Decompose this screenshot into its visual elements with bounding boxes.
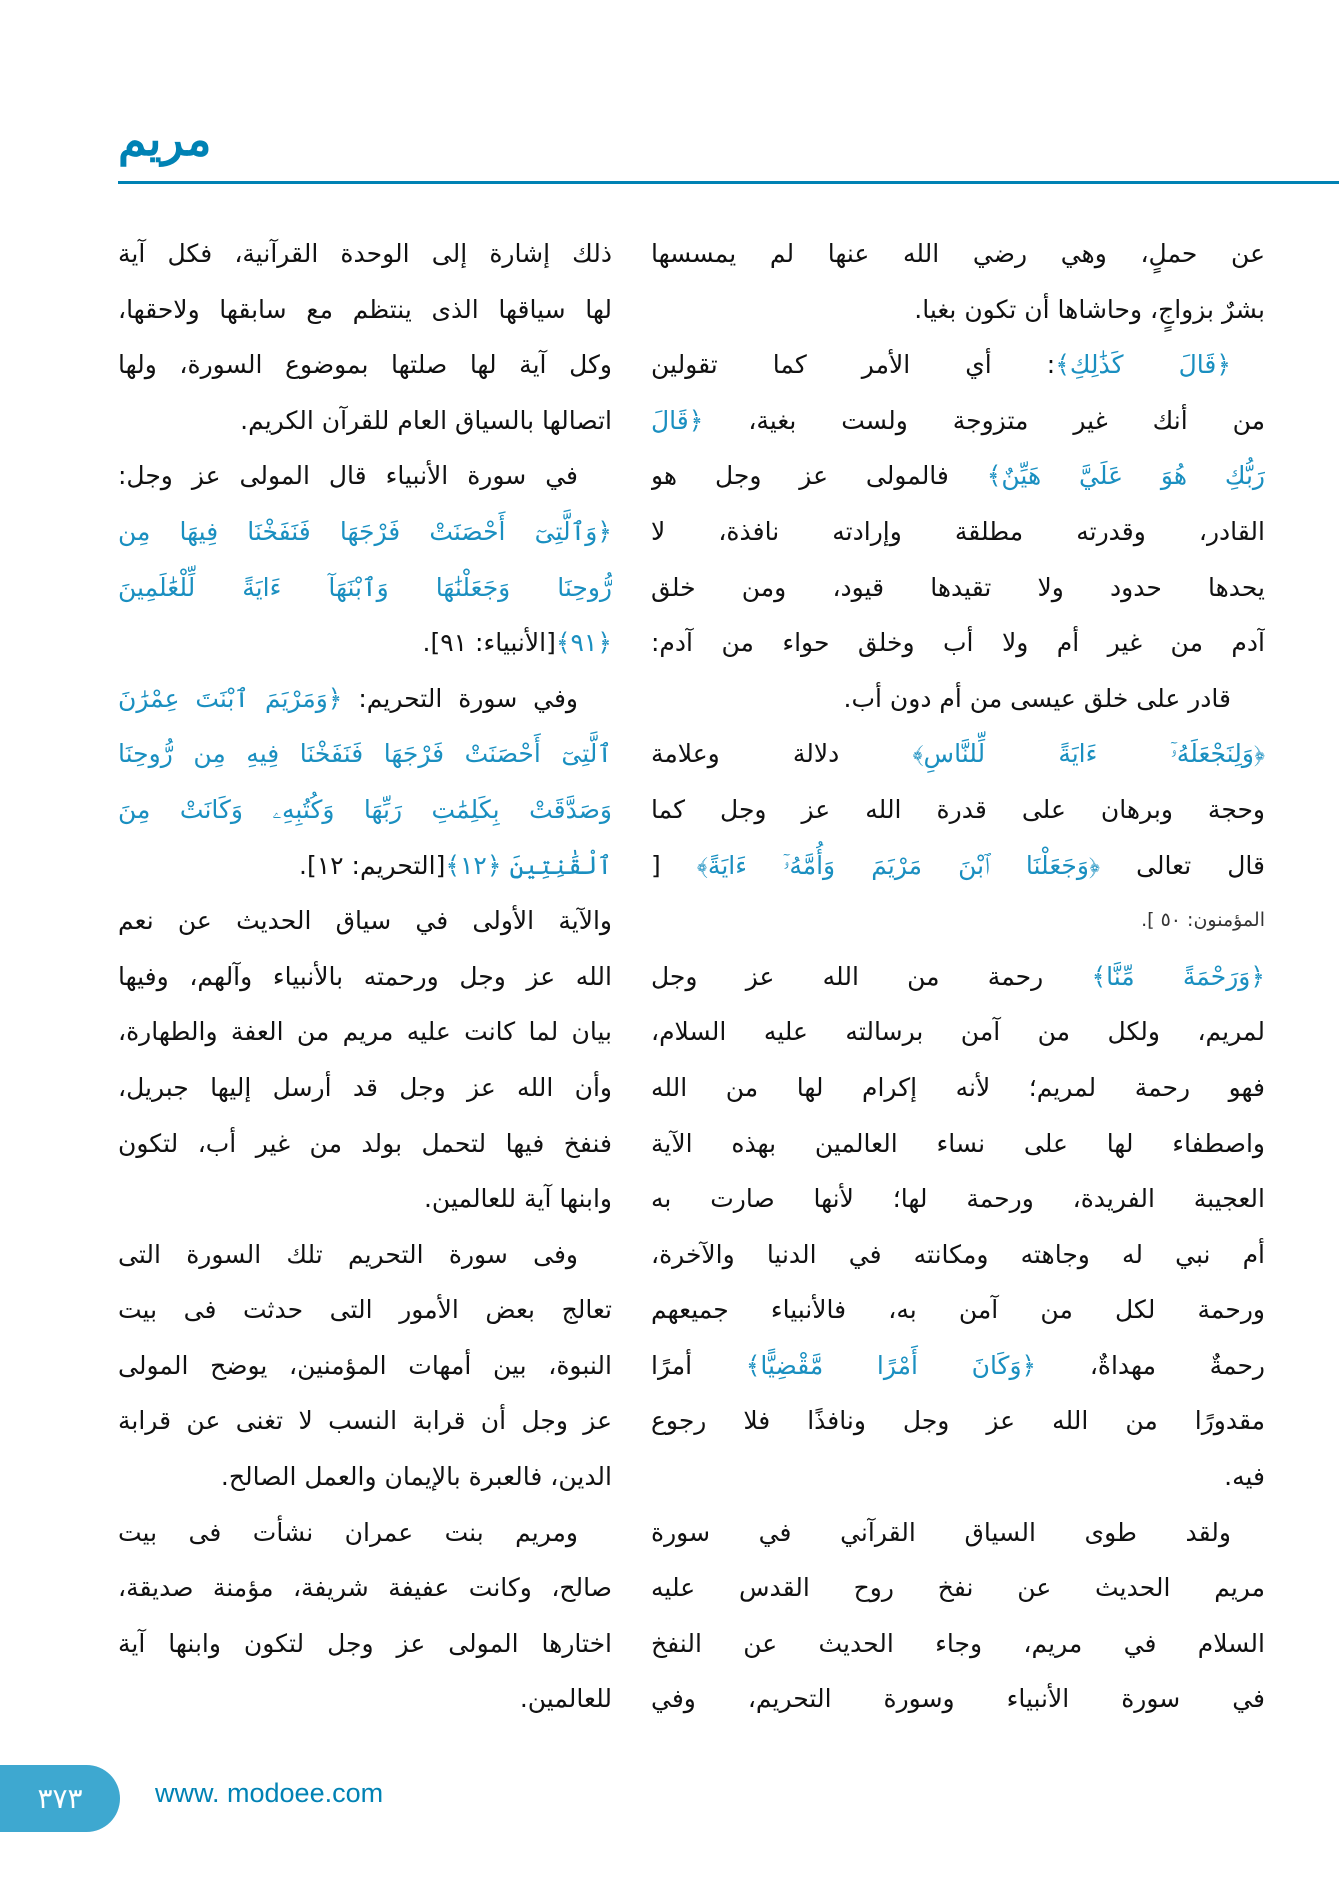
text-line xyxy=(651,504,1265,560)
body-text: النبوة، بين أمهات المؤمنين، يوضح المولى xyxy=(118,1350,612,1380)
text-line xyxy=(118,1616,612,1672)
body-text: مقدورًا من الله عز وجل ونافذًا فلا رجوع xyxy=(651,1406,1265,1436)
body-text: بشرٌ بزواجٍ، وحاشاها أن تكون بغيا. xyxy=(914,294,1265,324)
text-line xyxy=(651,615,1265,671)
text-line xyxy=(651,1227,1265,1283)
body-text: صالح، وكانت عفيفة شريفة، مؤمنة صديقة، xyxy=(118,1573,612,1603)
chapter-title: مريم xyxy=(118,112,212,166)
quran-verse: ﴿وَكَانَ أَمْرًا مَّقْضِيًّا﴾ xyxy=(745,1350,1037,1380)
body-text: واصطفاء لها على نساء العالمين بهذه الآية xyxy=(651,1128,1265,1158)
text-line xyxy=(118,226,612,282)
body-text: لها سياقها الذى ينتظم مع سابقها ولاحقها، xyxy=(118,294,612,324)
text-line xyxy=(651,1449,1265,1505)
quran-verse: ٱلَّتِىٓ أَحْصَنَتْ فَرْجَهَا فَنَفَخْنَا فِيهِ مِن رُّوحِنَا xyxy=(118,739,612,769)
text-line xyxy=(651,782,1265,838)
page-number-badge: ٣٧٣ xyxy=(0,1765,120,1832)
quran-verse: ﴿وَرَحْمَةً مِّنَّا﴾ xyxy=(1091,961,1265,991)
body-text: تعالج بعض الأمور التى حدثت فى بيت xyxy=(118,1295,612,1325)
body-text: وابنها آية للعالمين. xyxy=(423,1184,612,1214)
text-line xyxy=(118,1338,612,1394)
left-text-column xyxy=(118,226,612,1727)
text-line xyxy=(118,671,612,727)
body-text: رحمةٌ مهداةٌ، xyxy=(1036,1350,1265,1380)
text-line xyxy=(651,1116,1265,1172)
body-text: في سورة الأنبياء قال المولى عز وجل: xyxy=(118,461,578,491)
text-line xyxy=(118,504,612,560)
text-line xyxy=(118,1560,612,1616)
body-text: والآية الأولى في سياق الحديث عن نعم xyxy=(118,906,612,936)
quran-verse: ﴿قَالَ كَذَٰلِكِ﴾ xyxy=(1055,350,1232,380)
quran-verse: ﴿وَمَرْيَمَ ٱبْنَتَ عِمْرَٰنَ xyxy=(118,683,343,713)
text-line xyxy=(651,949,1265,1005)
body-text: وأن الله عز وجل قد أرسل إليها جبريل، xyxy=(118,1072,612,1102)
text-line xyxy=(118,282,612,338)
body-text: دلالة وعلامة xyxy=(651,739,913,769)
body-text: فيه. xyxy=(1224,1462,1265,1492)
body-text: وفي سورة التحريم: xyxy=(342,683,578,713)
text-line xyxy=(118,949,612,1005)
text-line xyxy=(118,838,612,894)
body-text: السلام في مريم، وجاء الحديث عن النفخ xyxy=(651,1628,1265,1658)
text-line xyxy=(118,393,612,449)
text-line xyxy=(651,838,1265,894)
text-line xyxy=(118,1116,612,1172)
body-text: [التحريم: ١٢]. xyxy=(299,850,446,880)
body-text: العجيبة الفريدة، ورحمة لها؛ لأنها صارت به xyxy=(651,1184,1265,1214)
text-line xyxy=(651,726,1265,782)
text-line xyxy=(651,448,1265,504)
text-line xyxy=(651,1282,1265,1338)
text-line xyxy=(118,893,612,949)
quran-verse: ﴿٩١﴾ xyxy=(555,628,612,658)
body-text: الله عز وجل ورحمته بالأنبياء وآلهم، وفيها xyxy=(118,961,612,991)
body-text: مريم الحديث عن نفخ روح القدس عليه xyxy=(651,1573,1265,1603)
body-text: فالمولى عز وجل هو xyxy=(651,461,987,491)
text-line xyxy=(651,226,1265,282)
body-text: لمريم، ولكل من آمن برسالته عليه السلام، xyxy=(651,1017,1265,1047)
body-text: ورحمة لكل من آمن به، فالأنبياء جميعهم xyxy=(651,1295,1265,1325)
text-line xyxy=(651,1616,1265,1672)
body-text: عن حملٍ، وهي رضي الله عنها لم يمسسها xyxy=(651,239,1265,268)
body-text: ولقد طوى السياق القرآني في سورة xyxy=(651,1517,1231,1547)
body-text: اختارها المولى عز وجل لتكون وابنها آية xyxy=(118,1628,612,1658)
quran-verse: وَصَدَّقَتْ بِكَلِمَٰتِ رَبِّهَا وَكُتُبِهِۦ وَكَانَتْ مِنَ xyxy=(118,794,612,824)
text-line xyxy=(118,1671,612,1727)
body-text: : أي الأمر كما تقولين xyxy=(651,350,1056,380)
quran-verse: رُّوحِنَا وَجَعَلْنَٰهَا وَٱبْنَهَآ ءَايَةً لِّلْعَٰلَمِينَ xyxy=(118,572,612,602)
body-text: وحجة وبرهان على قدرة الله عز وجل كما xyxy=(651,794,1265,824)
text-line xyxy=(651,1004,1265,1060)
text-line xyxy=(651,1060,1265,1116)
body-text: أم نبي له وجاهته ومكانته في الدنيا والآخرة، xyxy=(651,1239,1265,1269)
quran-verse: ﴿وَلِنَجْعَلَهُۥٓ ءَايَةً لِّلنَّاسِ﴾ xyxy=(912,739,1265,769)
body-text: فهو رحمة لمريم؛ لأنه إكرام لها من الله xyxy=(651,1072,1265,1102)
text-line xyxy=(651,393,1265,449)
text-line xyxy=(118,615,612,671)
text-line xyxy=(118,726,612,782)
text-line xyxy=(651,337,1265,393)
text-line xyxy=(118,1393,612,1449)
body-text: رحمة من الله عز وجل xyxy=(651,961,1092,991)
text-line xyxy=(651,893,1265,949)
body-text: عز وجل أن قرابة النسب لا تغنى عن قرابة xyxy=(118,1406,612,1436)
text-line xyxy=(651,1671,1265,1727)
website-link[interactable]: www. modoee.com xyxy=(155,1778,384,1808)
body-text: الدين، فالعبرة بالإيمان والعمل الصالح. xyxy=(220,1462,612,1492)
body-text: بيان لما كانت عليه مريم من العفة والطهارة، xyxy=(118,1017,612,1047)
text-line xyxy=(118,782,612,838)
right-text-column xyxy=(651,226,1265,1727)
body-text: ذلك إشارة إلى الوحدة القرآنية، فكل آية xyxy=(118,239,612,268)
quran-verse: رَبُّكِ هُوَ عَلَيَّ هَيِّنٌ﴾ xyxy=(986,461,1265,491)
text-line xyxy=(118,1505,612,1561)
body-text: قال تعالى xyxy=(1100,850,1265,880)
text-line xyxy=(651,282,1265,338)
text-line xyxy=(118,1449,612,1505)
body-text: قادر على خلق عيسى من أم دون أب. xyxy=(843,683,1231,713)
body-text: وكل آية لها صلتها بموضوع السورة، ولها xyxy=(118,350,612,380)
body-text: من أنك غير متزوجة ولست بغية، xyxy=(703,405,1265,435)
body-text: للعالمين. xyxy=(519,1684,612,1714)
text-line xyxy=(118,1171,612,1227)
text-line xyxy=(651,1338,1265,1394)
text-line xyxy=(118,1060,612,1116)
text-line xyxy=(651,671,1265,727)
text-line xyxy=(651,1560,1265,1616)
text-line xyxy=(651,1393,1265,1449)
quran-verse: ٱلْقَٰنِتِينَ ﴿١٢﴾ xyxy=(445,850,612,880)
text-line xyxy=(118,1227,612,1283)
body-text: وفى سورة التحريم تلك السورة التى xyxy=(118,1239,578,1269)
text-line xyxy=(118,1282,612,1338)
text-line xyxy=(118,448,612,504)
text-line xyxy=(651,560,1265,616)
body-text: في سورة الأنبياء وسورة التحريم، وفي xyxy=(651,1684,1265,1714)
body-text: اتصالها بالسياق العام للقرآن الكريم. xyxy=(240,405,612,435)
body-text: آدم من غير أم ولا أب وخلق حواء من آدم: xyxy=(651,628,1265,658)
text-line xyxy=(118,1004,612,1060)
quran-verse: ﴿وَٱلَّتِىٓ أَحْصَنَتْ فَرْجَهَا فَنَفَخْنَا فِيهَا مِن xyxy=(118,516,612,546)
text-line xyxy=(651,1505,1265,1561)
body-text: أمرًا xyxy=(651,1350,746,1380)
header-divider xyxy=(118,181,1339,184)
text-line xyxy=(118,337,612,393)
body-text: [الأنبياء: ٩١]. xyxy=(422,628,556,658)
body-text: المؤمنون: ٥٠ ]. xyxy=(1141,909,1265,932)
text-line xyxy=(651,1171,1265,1227)
body-text: ومريم بنت عمران نشأت فى بيت xyxy=(118,1517,578,1547)
body-text: فنفخ فيها لتحمل بولد من غير أب، لتكون xyxy=(118,1128,612,1158)
body-text: يحدها حدود ولا تقيدها قيود، ومن خلق xyxy=(651,572,1265,602)
quran-verse: ﴿وَجَعَلْنَا ٱبْنَ مَرْيَمَ وَأُمَّهُۥٓ ءَايَةً﴾ xyxy=(696,850,1100,880)
quran-verse: ﴿قَالَ xyxy=(651,405,704,435)
body-text: [ xyxy=(651,850,697,880)
text-line xyxy=(118,560,612,616)
body-text: القادر، وقدرته مطلقة وإرادته نافذة، لا xyxy=(651,516,1265,546)
